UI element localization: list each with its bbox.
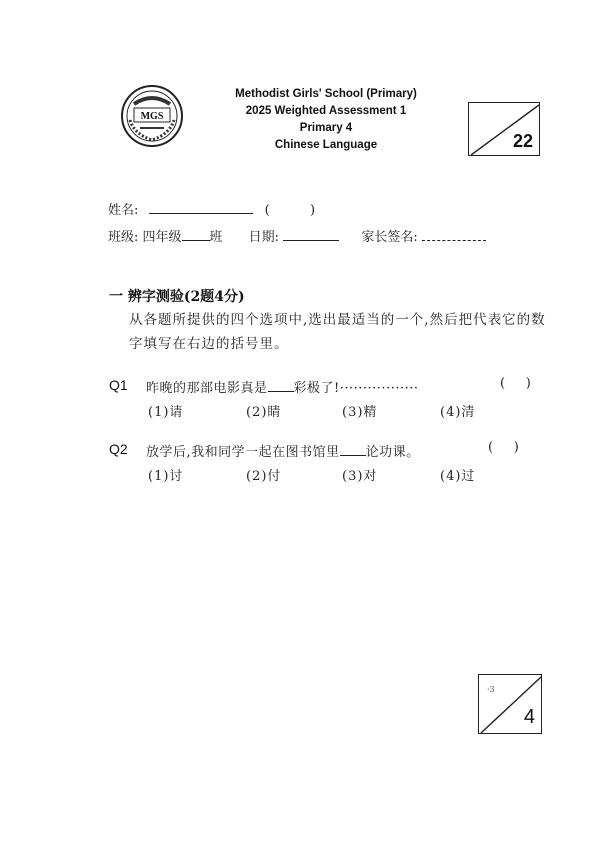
parent-signature-field[interactable] [422,228,486,241]
class-label: 班级: 四年级 [108,230,182,245]
question-text [146,441,420,460]
answer-paren[interactable]: ( ) [488,440,519,455]
option-3: (3)精 [342,405,378,420]
option-2: (2)睛 [246,405,282,420]
name-label: 姓名: [108,203,139,218]
score-total: 22 [512,131,533,151]
answer-paren[interactable]: ( ) [500,376,531,391]
section-score-box [478,674,542,734]
question-text-after: 论功课。 [365,445,420,460]
name-field[interactable] [149,201,253,214]
question-text [146,377,419,396]
score-scribble: ·3 [487,685,495,694]
logo-lettering: MGS [140,111,164,122]
date-field[interactable] [283,228,339,241]
option-3: (3)对 [342,469,378,484]
option-2: (2)付 [246,469,282,484]
class-row [108,226,486,245]
question-text-before: 昨晚的那部电影真是 [146,381,268,396]
date-label: 日期: [248,230,280,245]
parent-signature-label: 家长签名: [361,230,418,245]
question-number: Q1 [109,377,128,393]
assessment-title: 2025 Weighted Assessment 1 [245,105,407,117]
name-row [108,199,315,218]
score-box [468,102,540,156]
section-score-total: 4 [523,706,535,728]
header-block [200,86,452,154]
section-title: 一 辨字测验(2题4分) [109,289,245,305]
option-4: (4)清 [440,405,476,420]
question-number: Q2 [109,441,128,457]
class-field[interactable] [182,228,210,241]
option-1: (1)请 [148,405,184,420]
question-text-before: 放学后,我和同学一起在图书馆里 [146,445,340,460]
option-4: (4)过 [440,469,476,484]
answer-blank [340,444,366,456]
question-text-after: 彩极了!················· [293,381,419,396]
subject: Chinese Language [274,139,378,151]
school-name: Methodist Girls' School (Primary) [235,88,417,100]
option-1: (1)讨 [148,469,184,484]
section-instructions: 从各题所提供的四个选项中,选出最适当的一个,然后把代表它的数字填写在右边的括号里。 [129,312,546,352]
class-suffix: 班 [209,230,223,245]
school-logo [120,84,184,148]
level: Primary 4 [299,122,353,134]
index-paren-close: ) [310,203,316,218]
answer-blank [268,380,294,392]
index-paren-open: ( [264,203,270,218]
